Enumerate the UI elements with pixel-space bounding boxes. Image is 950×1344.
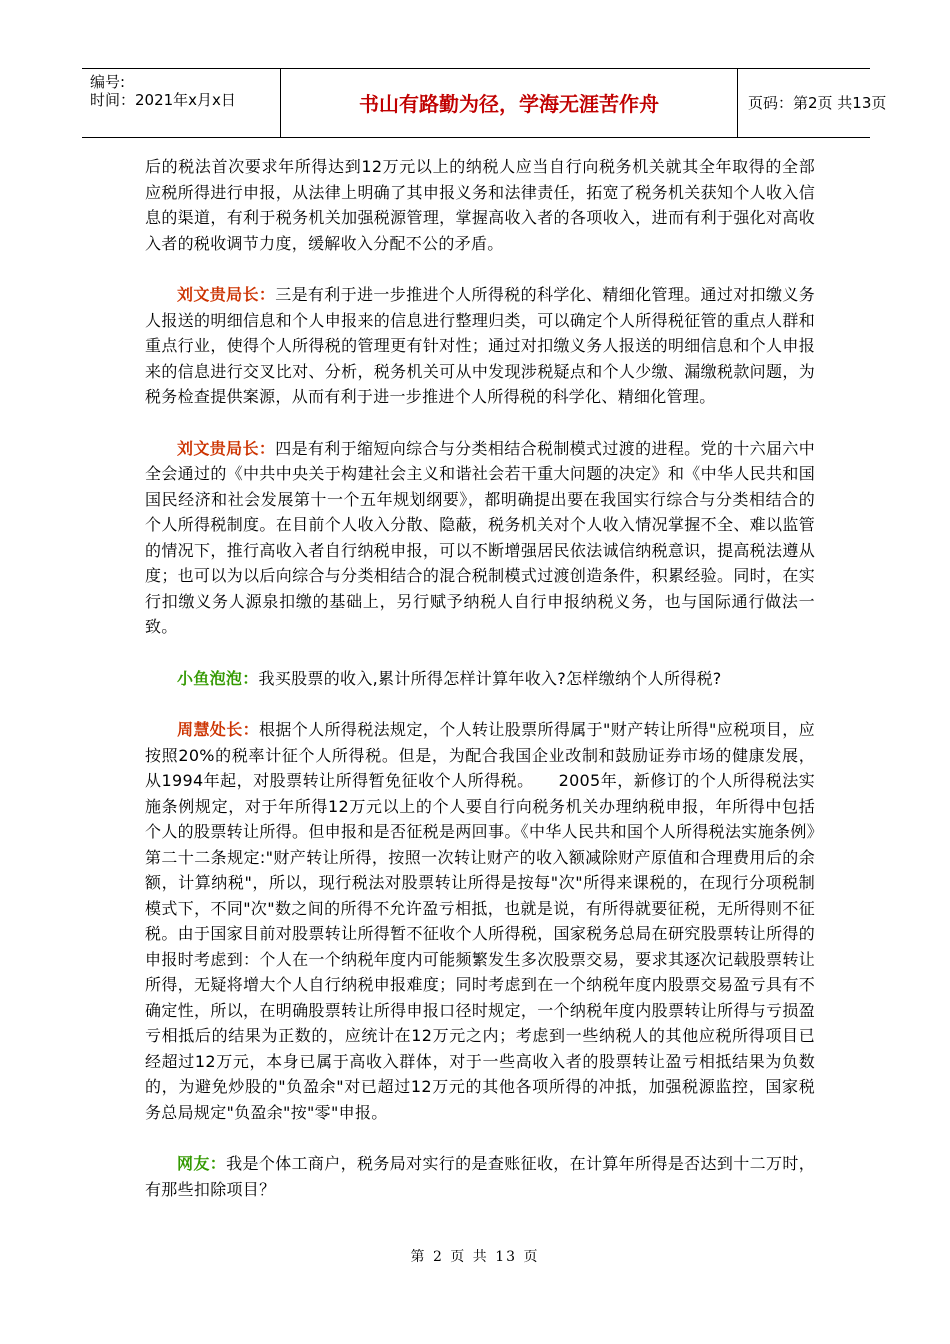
- paragraph-question-2: [145, 1151, 815, 1202]
- document-time-label: 时间：2021年x月x日: [90, 91, 236, 109]
- page-footer: 第 2 页 共 13 页: [410, 1249, 540, 1265]
- header-info-cell: [82, 69, 281, 137]
- paragraph-question-1: [145, 666, 815, 692]
- document-body: [145, 154, 815, 1228]
- header-motto-cell: [281, 69, 738, 137]
- paragraph-text: 四是有利于缩短向综合与分类相结合税制模式过渡的进程。党的十六届六中全会通过的《中共中央关于构建社会主义和谐社会若干重大问题的决定》和《中华人民共和国国民经济和社会发展第十一个五年规划纲要》，都明确提出要在我国实行综合与分类相结合的个人所得税制度。在目前个人收入分散、隐蔽，税务机关对个人收入情况掌握不全、难以监管的情况下，推行高收入者自行纳税申报，可以不断增强居民依法诚信纳税意识，提高税法遵从度；也可以为以后向综合与分类相结合的混合税制模式过渡创造条件，积累经验。同时，在实行扣缴义务人源泉扣缴的基础上，另行赋予纳税人自行申报纳税义务，也与国际通行做法一致。: [145, 438, 815, 636]
- paragraph-text: 后的税法首次要求年所得达到12万元以上的纳税人应当自行向税务机关就其全年取得的全部应税所得进行申报，从法律上明确了其申报义务和法律责任，拓宽了税务机关获知个人收入信息的渠道，有利于税务机关加强税源管理，掌握高收入者的各项收入，进而有利于强化对高收入者的税收调节力度，缓解收入分配不公的矛盾。: [145, 157, 815, 253]
- speaker-name: 刘文贵局长：: [177, 285, 276, 304]
- header-page-cell: [738, 69, 887, 137]
- paragraph-liu-1: [145, 282, 815, 410]
- paragraph-text: 我是个体工商户，税务局对实行的是查账征收，在计算年所得是否达到十二万时，有那些扣除项目？: [145, 1154, 815, 1199]
- paragraph-liu-2: [145, 436, 815, 640]
- speaker-name: 网友：: [177, 1154, 227, 1173]
- header-page-number: 页码：第2页 共13页: [748, 94, 887, 112]
- speaker-name: 周慧处长：: [177, 720, 259, 739]
- speaker-name: 刘文贵局长：: [177, 438, 276, 458]
- paragraph-zhou-answer: [145, 717, 815, 1125]
- document-number-label: 编号:: [90, 73, 126, 91]
- paragraph-text: 根据个人所得税法规定，个人转让股票所得属于"财产转让所得"应税项目，应按照20%的税率计征个人所得税。但是，为配合我国企业改制和鼓励证券市场的健康发展，从1994年起，对股票转让所得暂免征收个人所得税。 2005年，新修订的个人所得税法实施条例规定，对于年所得12万元以上的个人要自行向税务机关办理纳税申报，年所得中包括个人的股票转让所得。但申报和是否征税是两回事。《中华人民共和国个人所得税法实施条例》第二十二条规定:"财产转让所得，按照一次转让财产的收入额减除财产原值和合理费用后的余额，计算纳税"，所以，现行税法对股票转让所得是按每"次"所得来课税的，在现行分项税制模式下，不同"次"数之间的所得不允许盈亏相抵，也就是说，有所得就要征税，无所得则不征税。由于国家目前对股票转让所得暂不征收个人所得税，国家税务总局在研究股票转让所得的申报时考虑到：个人在一个纳税年度内可能频繁发生多次股票交易，要求其逐次记载股票转让所得，无疑将增大个人自行纳税申报难度；同时考虑到在一个纳税年度内股票交易盈亏具有不确定性，所以，在明确股票转让所得申报口径时规定，一个纳税年度内股票转让所得与亏损盈亏相抵后的结果为正数的，应统计在12万元之内；考虑到一些纳税人的其他应税所得项目已经超过12万元，本身已属于高收入群体，对于一些高收入者的股票转让盈亏相抵结果为负数的，为避免炒股的"负盈余"对已超过12万元的其他各项所得的冲抵，加强税源监控，国家税务总局规定"负盈余"按"零"申报。: [145, 720, 815, 1122]
- paragraph-text: 三是有利于进一步推进个人所得税的科学化、精细化管理。通过对扣缴义务人报送的明细信息和个人申报来的信息进行整理归类，可以确定个人所得税征管的重点人群和重点行业，使得个人所得税的管理更有针对性；通过对扣缴义务人报送的明细信息和个人申报来的信息进行交叉比对、分析，税务机关可从中发现涉税疑点和个人少缴、漏缴税款问题，为税务检查提供案源，从而有利于进一步推进个人所得税的科学化、精细化管理。: [145, 285, 815, 406]
- speaker-name: 小鱼泡泡：: [177, 668, 259, 688]
- paragraph-text: 我买股票的收入,累计所得怎样计算年收入?怎样缴纳个人所得税?: [258, 668, 722, 688]
- paragraph-continuation: [145, 154, 815, 256]
- document-header: [82, 68, 887, 138]
- header-motto: 书山有路勤为径，学海无涯苦作舟: [359, 92, 659, 116]
